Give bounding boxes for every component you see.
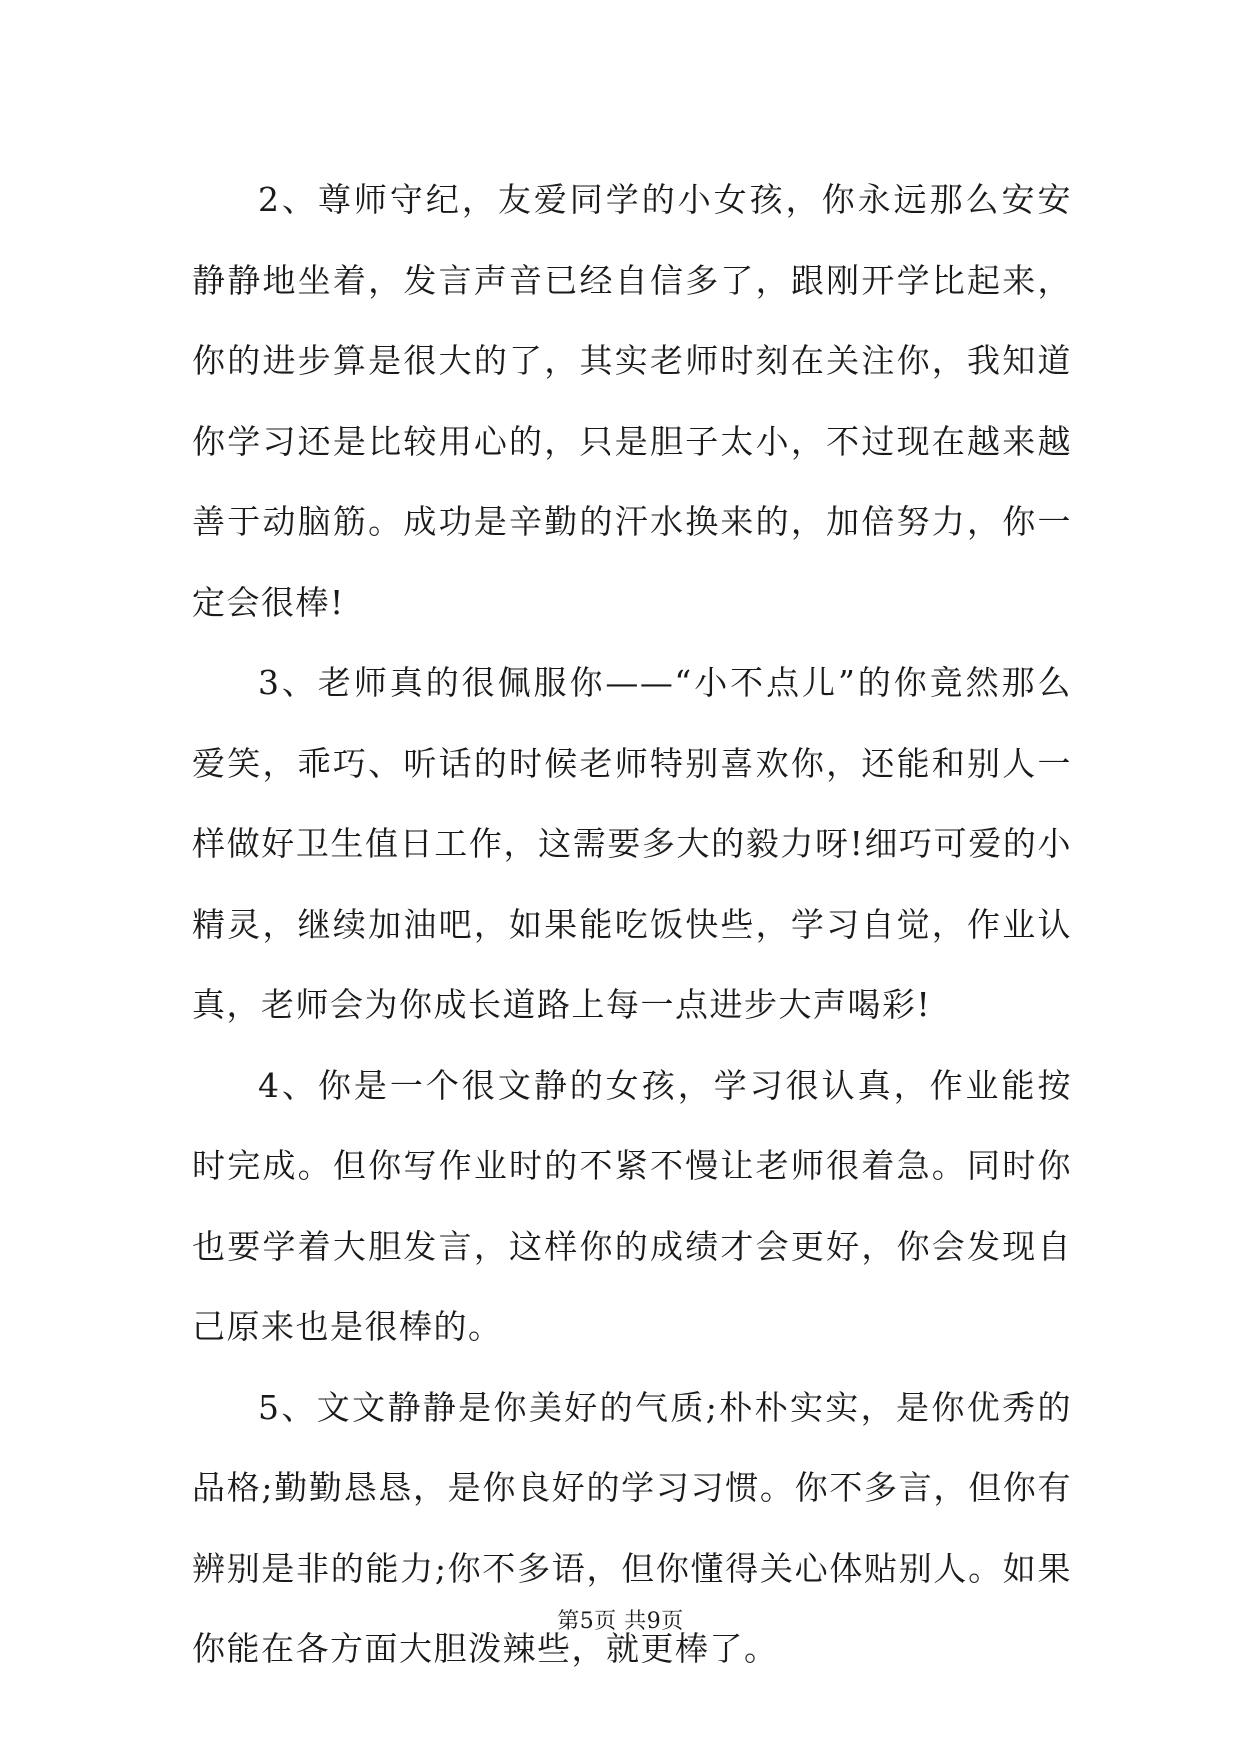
comment-paragraph-2: 2、尊师守纪，友爱同学的小女孩，你永远那么安安静静地坐着，发言声音已经自信多了，跟刚开学比起来，你的进步算是很大的了，其实老师时刻在关注你，我知道你学习还是比较用心的，只是胆子太小，不过现在越来越善于动脑筋。成功是辛勤的汗水换来的，加倍努力，你一定会很棒! (192, 180, 1072, 622)
comment-paragraph-3: 3、老师真的很佩服你——“小不点儿”的你竟然那么爱笑，乖巧、听话的时候老师特别喜欢你，还能和别人一样做好卫生值日工作，这需要多大的毅力呀!细巧可爱的小精灵，继续加油吧，如果能吃饭快些，学习自觉，作业认真，老师会为你成长道路上每一点进步大声喝彩! (192, 663, 1072, 1024)
page-number-footer: 第5页 共9页 (557, 1609, 684, 1634)
document-body (192, 160, 1072, 1690)
comment-paragraph-4: 4、你是一个很文静的女孩，学习很认真，作业能按时完成。但你写作业时的不紧不慢让老师很着急。同时你也要学着大胆发言，这样你的成绩才会更好，你会发现自己原来也是很棒的。 (192, 1065, 1072, 1346)
comment-paragraph-5: 5、文文静静是你美好的气质;朴朴实实，是你优秀的品格;勤勤恳恳，是你良好的学习习惯。你不多言，但你有辨别是非的能力;你不多语，但你懂得关心体贴别人。如果你能在各方面大胆泼辣些，就更棒了。 (192, 1387, 1072, 1668)
